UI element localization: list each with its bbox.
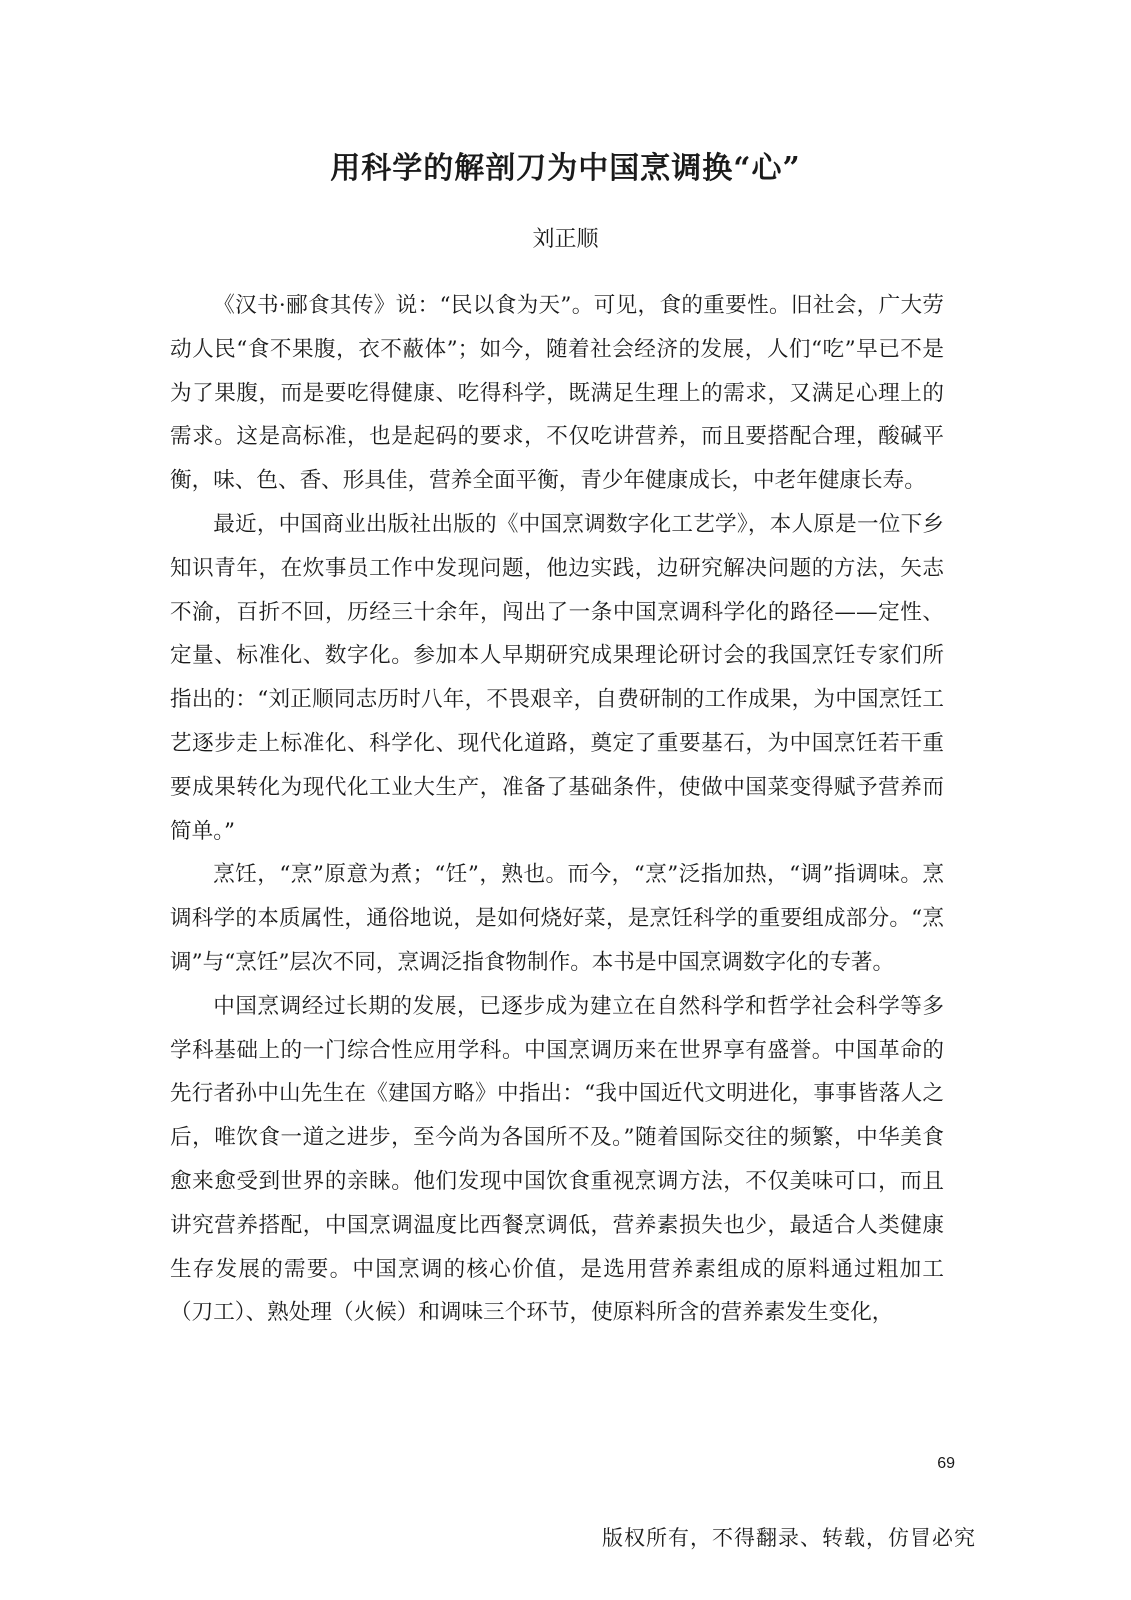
paragraph-1: 《汉书·郦食其传》说：“民以食为天”。可见，食的重要性。旧社会，广大劳动人民“食不果腹，衣不蔽体”；如今，随着社会经济的发展，人们“吃”早已不是为了果腹，而是要吃得健康、吃得科学，既满足生理上的需求，又满足心理上的需求。这是高标准，也是起码的要求，不仅吃讲营养，而且要搭配合理，酸碱平衡，味、色、香、形具佳，营养全面平衡，青少年健康成长，中老年健康长寿。 <box>170 293 944 494</box>
paragraph-2: 最近，中国商业出版社出版的《中国烹调数字化工艺学》，本人原是一位下乡知识青年，在炊事员工作中发现问题，他边实践，边研究解决问题的方法，矢志不渝，百折不回，历经三十余年，闯出了一条中国烹调科学化的路径——定性、定量、标准化、数字化。参加本人早期研究成果理论研讨会的我国烹饪专家们所指出的：“刘正顺同志历时八年，不畏艰辛，自费研制的工作成果，为中国烹饪工艺逐步走上标准化、科学化、现代化道路，奠定了重要基石，为中国烹饪若干重要成果转化为现代化工业大生产，准备了基础条件，使做中国菜变得赋予营养而简单。” <box>170 511 944 844</box>
paragraph-3: 烹饪，“烹”原意为煮；“饪”，熟也。而今，“烹”泛指加热，“调”指调味。烹调科学的本质属性，通俗地说，是如何烧好菜，是烹饪科学的重要组成部分。“烹调”与“烹饪”层次不同，烹调泛指食物制作。本书是中国烹调数字化的专著。 <box>170 862 944 975</box>
article-body <box>170 284 944 1335</box>
page-number: 69 <box>937 1455 955 1472</box>
paragraph-4: 中国烹调经过长期的发展，已逐步成为建立在自然科学和哲学社会科学等多学科基础上的一门综合性应用学科。中国烹调历来在世界享有盛誉。中国革命的先行者孙中山先生在《建国方略》中指出：“我中国近代文明进化，事事皆落人之后，唯饮食一道之进步，至今尚为各国所不及。”随着国际交往的频繁，中华美食愈来愈受到世界的亲睐。他们发现中国饮食重视烹调方法，不仅美味可口，而且讲究营养搭配，中国烹调温度比西餐烹调低，营养素损失也少，最适合人类健康生存发展的需要。中国烹调的核心价值，是选用营养素组成的原料通过粗加工（刀工）、熟处理（火候）和调味三个环节，使原料所含的营养素发生变化， <box>170 993 944 1326</box>
copyright-notice: 版权所有，不得翻录、转载，仿冒必究 <box>602 1526 976 1550</box>
page-title: 用科学的解剖刀为中国烹调换“心” <box>330 151 801 186</box>
author-name: 刘正顺 <box>532 227 599 252</box>
